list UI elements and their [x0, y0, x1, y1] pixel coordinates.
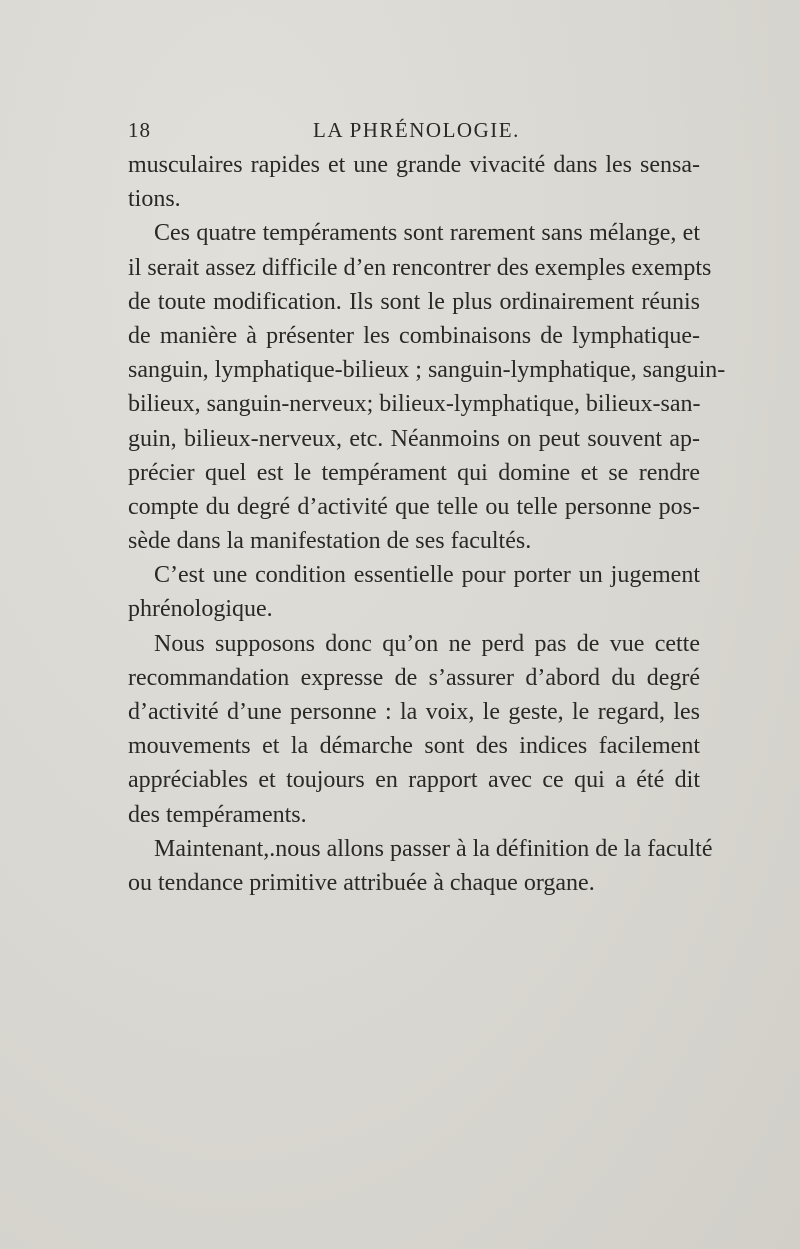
body-text	[128, 148, 726, 900]
text-line: de toute modification. Ils sont le plus ordinairement réunis	[128, 288, 700, 315]
text-line: appréciables et toujours en rapport avec ce qui a été dit	[128, 767, 700, 794]
text-line: Maintenant,.nous allons passer à la définition de la faculté	[154, 835, 713, 862]
text-line: phrénologique.	[128, 596, 273, 623]
text-line: C’est une condition essentielle pour porter un jugement	[154, 562, 700, 589]
text-line: il serait assez difficile d’en rencontrer des exemples exempts	[128, 254, 712, 281]
page-number: 18	[128, 118, 151, 142]
text-line: recommandation expresse de s’assurer d’abord du degré	[128, 664, 700, 691]
text-line: Ces quatre tempéraments sont rarement sans mélange, et	[154, 220, 700, 247]
text-line: précier quel est le tempérament qui domine et se rendre	[128, 459, 700, 486]
text-line: sède dans la manifestation de ses facultés.	[128, 528, 532, 555]
text-line: tions.	[128, 186, 181, 213]
text-line: mouvements et la démarche sont des indices facilement	[128, 733, 700, 760]
text-line: ou tendance primitive attribuée à chaque organe.	[128, 869, 595, 896]
text-line: des tempéraments.	[128, 801, 307, 828]
text-line: bilieux, sanguin-nerveux; bilieux-lymphatique, bilieux-san-	[128, 391, 701, 418]
text-line: sanguin, lymphatique-bilieux ; sanguin-lymphatique, sanguin-	[128, 357, 726, 384]
text-line: de manière à présenter les combinaisons de lymphatique-	[128, 322, 700, 349]
running-title: LA PHRÉNOLOGIE.	[313, 118, 520, 142]
page-header	[128, 118, 700, 148]
text-line: guin, bilieux-nerveux, etc. Néanmoins on peut souvent ap-	[128, 425, 700, 452]
text-line: compte du degré d’activité que telle ou telle personne pos-	[128, 493, 700, 520]
text-line: Nous supposons donc qu’on ne perd pas de vue cette	[154, 630, 700, 657]
text-line: d’activité d’une personne : la voix, le geste, le regard, les	[128, 699, 700, 725]
text-line: musculaires rapides et une grande vivacité dans les sensa-	[128, 152, 700, 178]
